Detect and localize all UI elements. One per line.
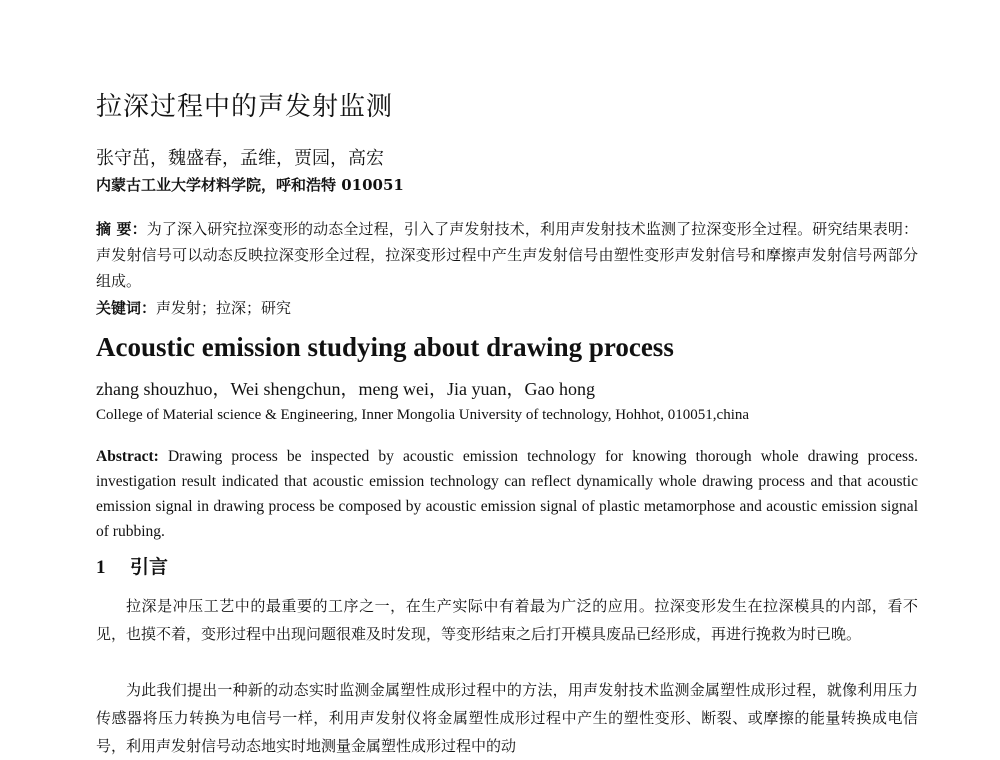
english-authors: zhang shouzhuo，Wei shengchun，meng wei，Jia yuan，Gao hong [96, 379, 595, 399]
chinese-abstract [96, 216, 918, 294]
section-title: 引言 [130, 556, 169, 578]
chinese-affiliation: 内蒙古工业大学材料学院，呼和浩特 010051 [96, 176, 404, 194]
english-abstract [96, 444, 918, 544]
chinese-title: 拉深过程中的声发射监测 [96, 92, 394, 122]
english-abstract-text: Drawing process be inspected by acoustic emission technology for knowing thorough whole drawing process. investigation result indicated that acoustic emission technology can reflect dynamically whole drawing process and that acoustic emission signal in drawing process be composed by acoustic emission signal of plastic metamorphose and acoustic emission signal of rubbing. [96, 448, 918, 540]
chinese-authors: 张守茁，魏盛春，孟维，贾园，高宏 [96, 148, 384, 169]
chinese-keywords-label: 关键词： [96, 299, 157, 317]
section-number: 1 [96, 557, 106, 578]
section-heading [96, 554, 918, 581]
chinese-abstract-text: 为了深入研究拉深变形的动态全过程，引入了声发射技术，利用声发射技术监测了拉深变形全过程。研究结果表明：声发射信号可以动态反映拉深变形全过程，拉深变形过程中产生声发射信号由塑性变形声发射信号和摩擦声发射信号两部分组成。 [96, 220, 918, 290]
english-abstract-label: Abstract: [96, 448, 159, 465]
english-affiliation: College of Material science & Engineering, Inner Mongolia University of technology, Hohhot, 010051,china [96, 407, 750, 423]
section-paragraph-2: 为此我们提出一种新的动态实时监测金属塑性成形过程中的方法，用声发射技术监测金属塑性成形过程，就像利用压力传感器将压力转换为电信号一样，利用声发射仪将金属塑性成形过程中产生的塑性变形、断裂、或摩擦的能量转换成电信号，利用声发射信号动态地实时地测量金属塑性成形过程中的动 [96, 681, 918, 755]
chinese-keywords-text: 声发射；拉深；研究 [156, 299, 292, 317]
chinese-abstract-label: 摘 要： [96, 220, 147, 238]
chinese-keywords [96, 296, 918, 320]
section-paragraph-1: 拉深是冲压工艺中的最重要的工序之一，在生产实际中有着最为广泛的应用。拉深变形发生在拉深模具的内部，看不见，也摸不着，变形过程中出现问题很难及时发现，等变形结束之后打开模具废品已经形成，再进行挽救为时已晚。 [96, 597, 918, 643]
english-title: Acoustic emission studying about drawing process [96, 332, 674, 362]
